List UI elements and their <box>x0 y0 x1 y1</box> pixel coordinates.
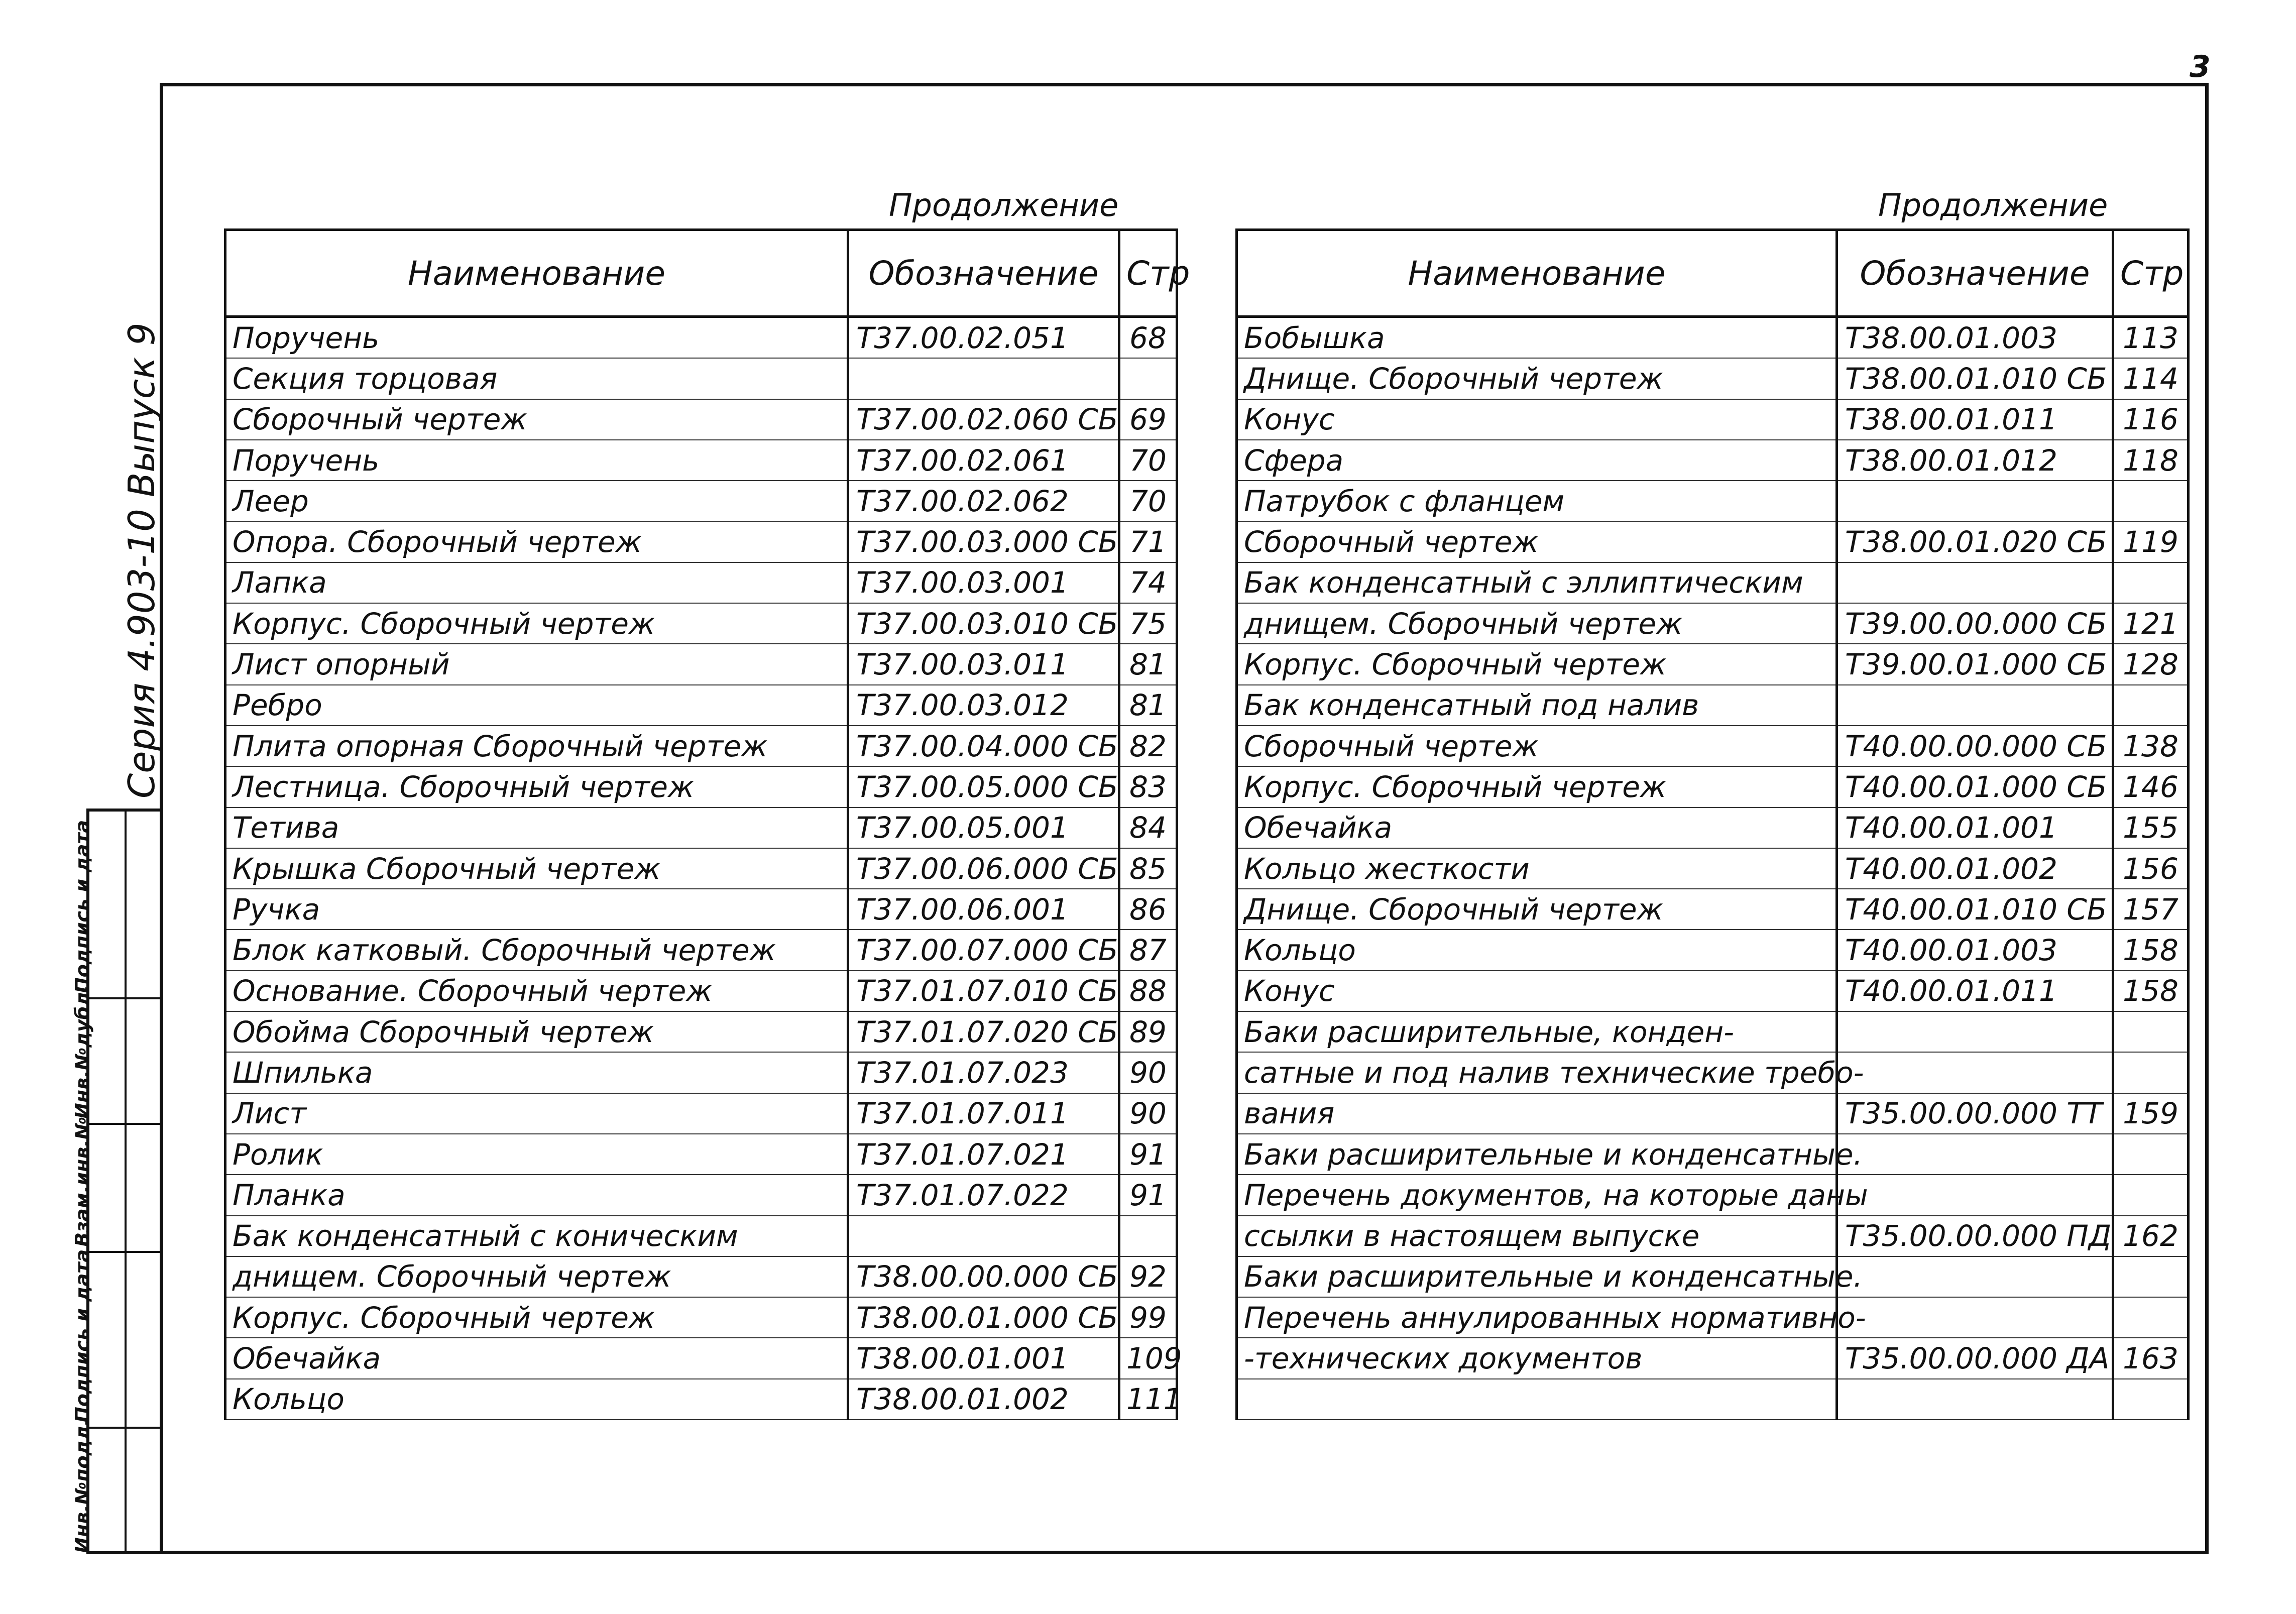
item-designation: Т40.00.01.010 СБ <box>1837 889 2113 930</box>
item-designation <box>1837 481 2113 521</box>
table-row <box>225 317 1177 359</box>
item-page: 163 <box>2113 1338 2189 1378</box>
item-name: Сборочный чертеж <box>225 399 848 440</box>
item-name: Обечайка <box>1237 808 1837 848</box>
series-label: Серия 4.903-10 Выпуск 9 <box>121 322 163 798</box>
item-designation: Т37.00.04.000 СБ <box>848 726 1119 766</box>
item-page <box>2113 1175 2189 1215</box>
item-designation: Т37.00.03.012 <box>848 685 1119 726</box>
item-page: 86 <box>1119 889 1177 930</box>
item-name: сатные и под налив технические требо- <box>1237 1052 1837 1093</box>
item-designation: Т37.00.03.000 СБ <box>848 521 1119 562</box>
header-page: Стр <box>2113 230 2189 317</box>
item-name: Перечень документов, на которые даны <box>1237 1175 1837 1215</box>
table-row <box>225 1338 1177 1378</box>
table-row <box>225 603 1177 644</box>
table-row <box>225 1093 1177 1134</box>
item-name: Шпилька <box>225 1052 848 1093</box>
item-designation <box>848 358 1119 399</box>
item-designation <box>1837 1175 2113 1215</box>
stamp-label: Инв.№дубл. <box>71 985 93 1119</box>
table-row <box>225 481 1177 521</box>
item-name: днищем. Сборочный чертеж <box>1237 603 1837 644</box>
item-designation: Т39.00.01.000 СБ <box>1837 644 2113 684</box>
item-page <box>2113 1134 2189 1175</box>
left-table-body <box>225 317 1182 1420</box>
item-name: -технических документов <box>1237 1338 1837 1378</box>
item-page: 113 <box>2113 317 2189 359</box>
item-designation: Т37.01.07.022 <box>848 1175 1119 1215</box>
header-name: Наименование <box>225 230 848 317</box>
table-row <box>225 562 1177 603</box>
item-designation <box>848 1216 1119 1256</box>
item-page: 85 <box>1119 848 1177 889</box>
table-row <box>1237 1297 2189 1338</box>
item-designation: Т38.00.01.020 СБ <box>1837 521 2113 562</box>
item-designation: Т40.00.01.002 <box>1837 848 2113 889</box>
item-designation: Т40.00.01.003 <box>1837 930 2113 970</box>
item-page: 92 <box>1119 1256 1177 1297</box>
item-designation: Т37.00.06.001 <box>848 889 1119 930</box>
item-page: 91 <box>1119 1134 1177 1175</box>
item-designation: Т40.00.01.000 СБ <box>1837 766 2113 807</box>
item-page: 70 <box>1119 481 1177 521</box>
table-row <box>225 930 1177 970</box>
item-page: 70 <box>1119 440 1177 481</box>
item-page: 159 <box>2113 1093 2189 1134</box>
item-designation: Т37.00.03.001 <box>848 562 1119 603</box>
table-row <box>225 358 1177 399</box>
item-name: Баки расширительные и конденсатные. <box>1237 1134 1837 1175</box>
item-designation: Т38.00.01.000 СБ <box>848 1297 1119 1338</box>
item-name: Ручка <box>225 889 848 930</box>
table-row <box>1237 766 2189 807</box>
table-row <box>225 1011 1177 1052</box>
item-designation: Т37.01.07.020 СБ <box>848 1011 1119 1052</box>
item-designation: Т35.00.00.000 ДА <box>1837 1338 2113 1378</box>
item-designation <box>1837 1297 2113 1338</box>
item-designation: Т37.00.02.051 <box>848 317 1119 359</box>
item-name: Основание. Сборочный чертеж <box>225 971 848 1011</box>
item-name: Днище. Сборочный чертеж <box>1237 358 1837 399</box>
table-row <box>225 440 1177 481</box>
table-row <box>225 685 1177 726</box>
item-page: 74 <box>1119 562 1177 603</box>
item-page: 155 <box>2113 808 2189 848</box>
item-designation <box>1837 1256 2113 1297</box>
item-page: 81 <box>1119 685 1177 726</box>
table-row <box>225 1256 1177 1297</box>
item-page: 90 <box>1119 1093 1177 1134</box>
item-designation: Т37.01.07.021 <box>848 1134 1119 1175</box>
table-row <box>1237 726 2189 766</box>
table-row <box>225 889 1177 930</box>
item-name: Бак конденсатный с коническим <box>225 1216 848 1256</box>
item-page: 116 <box>2113 399 2189 440</box>
item-name: Лестница. Сборочный чертеж <box>225 766 848 807</box>
item-designation <box>1837 1379 2113 1420</box>
item-page: 157 <box>2113 889 2189 930</box>
item-designation: Т38.00.01.012 <box>1837 440 2113 481</box>
item-designation: Т39.00.00.000 СБ <box>1837 603 2113 644</box>
item-name: Секция торцовая <box>225 358 848 399</box>
item-page <box>2113 1297 2189 1338</box>
table-row <box>1237 1134 2189 1175</box>
item-page <box>2113 1011 2189 1052</box>
table-row <box>1237 1175 2189 1215</box>
table-row <box>1237 358 2189 399</box>
item-name: Лапка <box>225 562 848 603</box>
table-row <box>225 1052 1177 1093</box>
table-row <box>1237 481 2189 521</box>
item-designation: Т38.00.00.000 СБ <box>848 1256 1119 1297</box>
item-page <box>2113 685 2189 726</box>
stamp-cell-dup <box>71 985 160 1123</box>
header-name: Наименование <box>1237 230 1837 317</box>
item-name: Корпус. Сборочный чертеж <box>225 1297 848 1338</box>
item-name: Лист опорный <box>225 644 848 684</box>
item-page: 146 <box>2113 766 2189 807</box>
item-page <box>2113 1052 2189 1093</box>
item-page: 91 <box>1119 1175 1177 1215</box>
stamp-cell-signature-2 <box>71 812 160 997</box>
table-row <box>1237 971 2189 1011</box>
item-page: 69 <box>1119 399 1177 440</box>
item-designation: Т37.01.07.010 СБ <box>848 971 1119 1011</box>
table-row <box>225 399 1177 440</box>
item-page: 89 <box>1119 1011 1177 1052</box>
item-page: 156 <box>2113 848 2189 889</box>
table-row <box>1237 1011 2189 1052</box>
stamp-cell-replace <box>71 1116 160 1251</box>
item-page: 83 <box>1119 766 1177 807</box>
item-page: 121 <box>2113 603 2189 644</box>
table-row <box>1237 1379 2189 1420</box>
item-name: Бак конденсатный с эллиптическим <box>1237 562 1837 603</box>
table-row <box>1237 521 2189 562</box>
item-name: Сборочный чертеж <box>1237 726 1837 766</box>
page-number: 3 <box>2190 49 2211 84</box>
item-name: Леер <box>225 481 848 521</box>
item-page: 84 <box>1119 808 1177 848</box>
item-page: 90 <box>1119 1052 1177 1093</box>
item-page <box>1119 1216 1177 1256</box>
table-row <box>225 644 1177 684</box>
table-row <box>1237 808 2189 848</box>
item-page: 81 <box>1119 644 1177 684</box>
table-row <box>1237 562 2189 603</box>
item-designation: Т37.00.05.001 <box>848 808 1119 848</box>
item-designation: Т38.00.01.011 <box>1837 399 2113 440</box>
stamp-label: Подпись и дата <box>71 1249 93 1423</box>
item-designation: Т37.00.05.000 СБ <box>848 766 1119 807</box>
item-designation: Т40.00.01.001 <box>1837 808 2113 848</box>
item-name: Ролик <box>225 1134 848 1175</box>
item-name: Обойма Сборочный чертеж <box>225 1011 848 1052</box>
table-row <box>1237 1052 2189 1093</box>
table-row <box>225 971 1177 1011</box>
item-name: Поручень <box>225 440 848 481</box>
item-designation: Т37.00.02.061 <box>848 440 1119 481</box>
item-page: 87 <box>1119 930 1177 970</box>
stamp-cell-signature <box>71 1249 160 1427</box>
stamp-cell-inv-orig <box>71 1419 160 1557</box>
side-stamp <box>71 809 160 1554</box>
item-page <box>2113 1379 2189 1420</box>
table-row <box>225 726 1177 766</box>
item-designation: Т37.00.03.010 СБ <box>848 603 1119 644</box>
item-name: Опора. Сборочный чертеж <box>225 521 848 562</box>
item-name: Баки расширительные, конден- <box>1237 1011 1837 1052</box>
item-page: 71 <box>1119 521 1177 562</box>
item-name: Перечень аннулированных нормативно- <box>1237 1297 1837 1338</box>
item-name: Бак конденсатный под налив <box>1237 685 1837 726</box>
item-page: 88 <box>1119 971 1177 1011</box>
item-name: Корпус. Сборочный чертеж <box>225 603 848 644</box>
table-row <box>1237 317 2189 359</box>
item-name: Ребро <box>225 685 848 726</box>
item-name: Кольцо <box>1237 930 1837 970</box>
item-designation: Т38.00.01.003 <box>1837 317 2113 359</box>
item-name: Днище. Сборочный чертеж <box>1237 889 1837 930</box>
table-row <box>225 766 1177 807</box>
item-page <box>2113 481 2189 521</box>
right-table-body <box>1237 317 2189 1420</box>
table-row <box>1237 603 2189 644</box>
header-designation: Обозначение <box>848 230 1119 317</box>
left-continuation: Продолжение <box>889 187 1119 223</box>
item-designation <box>1837 1011 2113 1052</box>
item-page: 82 <box>1119 726 1177 766</box>
item-designation: Т37.01.07.011 <box>848 1093 1119 1134</box>
table-row <box>1237 685 2189 726</box>
table-row <box>225 1175 1177 1215</box>
item-name: Плита опорная Сборочный чертеж <box>225 726 848 766</box>
item-designation: Т37.01.07.023 <box>848 1052 1119 1093</box>
table-row <box>225 848 1177 889</box>
item-page: 109 <box>1119 1338 1177 1378</box>
right-spec-table <box>1235 228 2190 1420</box>
item-name: Патрубок с фланцем <box>1237 481 1837 521</box>
item-designation: Т40.00.01.011 <box>1837 971 2113 1011</box>
item-name: Кольцо жесткости <box>1237 848 1837 889</box>
table-row <box>225 521 1177 562</box>
table-row <box>225 808 1177 848</box>
table-row <box>1237 644 2189 684</box>
item-designation: Т37.00.03.011 <box>848 644 1119 684</box>
table-row <box>1237 399 2189 440</box>
right-continuation: Продолжение <box>1878 187 2108 223</box>
item-page: 119 <box>2113 521 2189 562</box>
table-row <box>1237 440 2189 481</box>
item-name: Крышка Сборочный чертеж <box>225 848 848 889</box>
item-designation <box>1837 1134 2113 1175</box>
item-name: Конус <box>1237 399 1837 440</box>
item-name: Баки расширительные и конденсатные. <box>1237 1256 1837 1297</box>
header-designation: Обозначение <box>1837 230 2113 317</box>
item-name: Корпус. Сборочный чертеж <box>1237 766 1837 807</box>
item-name: Поручень <box>225 317 848 359</box>
item-page: 75 <box>1119 603 1177 644</box>
table-row <box>225 1134 1177 1175</box>
item-name: Сборочный чертеж <box>1237 521 1837 562</box>
item-name: Бобышка <box>1237 317 1837 359</box>
item-name: Корпус. Сборочный чертеж <box>1237 644 1837 684</box>
item-designation: Т38.00.01.002 <box>848 1379 1119 1420</box>
stamp-label: Взам.инв.№ <box>71 1116 93 1247</box>
item-name: Обечайка <box>225 1338 848 1378</box>
item-designation: Т38.00.01.001 <box>848 1338 1119 1378</box>
item-page: 138 <box>2113 726 2189 766</box>
table-row <box>225 1297 1177 1338</box>
item-designation: Т35.00.00.000 ТТ <box>1837 1093 2113 1134</box>
item-page: 111 <box>1119 1379 1177 1420</box>
table-row <box>1237 889 2189 930</box>
item-name: днищем. Сборочный чертеж <box>225 1256 848 1297</box>
left-spec-table <box>224 228 1190 1420</box>
item-designation: Т37.00.07.000 СБ <box>848 930 1119 970</box>
item-name: ссылки в настоящем выпуске <box>1237 1216 1837 1256</box>
item-name: Планка <box>225 1175 848 1215</box>
stamp-label: Подпись и дата <box>71 820 93 993</box>
item-designation <box>1837 1052 2113 1093</box>
table-row <box>225 1216 1177 1256</box>
item-designation <box>1837 685 2113 726</box>
item-name: Сфера <box>1237 440 1837 481</box>
item-page: 99 <box>1119 1297 1177 1338</box>
header-page: Стр <box>1119 230 1177 317</box>
item-page: 128 <box>2113 644 2189 684</box>
item-name: Кольцо <box>225 1379 848 1420</box>
item-designation: Т37.00.06.000 СБ <box>848 848 1119 889</box>
item-name: Блок катковый. Сборочный чертеж <box>225 930 848 970</box>
stamp-label: Инв.№подл. <box>71 1419 93 1553</box>
item-name: Лист <box>225 1093 848 1134</box>
item-page: 68 <box>1119 317 1177 359</box>
table-row <box>1237 1093 2189 1134</box>
table-row <box>1237 1338 2189 1378</box>
table-row <box>1237 848 2189 889</box>
item-designation: Т40.00.00.000 СБ <box>1837 726 2113 766</box>
table-row <box>1237 1256 2189 1297</box>
item-page <box>2113 562 2189 603</box>
item-page <box>2113 1256 2189 1297</box>
item-name: вания <box>1237 1093 1837 1134</box>
table-row <box>225 1379 1177 1420</box>
item-designation: Т37.00.02.060 СБ <box>848 399 1119 440</box>
item-page: 162 <box>2113 1216 2189 1256</box>
item-name: Конус <box>1237 971 1837 1011</box>
item-designation: Т37.00.02.062 <box>848 481 1119 521</box>
item-name <box>1237 1379 1837 1420</box>
item-designation: Т38.00.01.010 СБ <box>1837 358 2113 399</box>
item-page: 158 <box>2113 930 2189 970</box>
item-name: Тетива <box>225 808 848 848</box>
item-page: 158 <box>2113 971 2189 1011</box>
item-designation <box>1837 562 2113 603</box>
table-row <box>1237 1216 2189 1256</box>
item-page: 118 <box>2113 440 2189 481</box>
item-designation: Т35.00.00.000 ПД <box>1837 1216 2113 1256</box>
table-row <box>1237 930 2189 970</box>
item-page <box>1119 358 1177 399</box>
item-page: 114 <box>2113 358 2189 399</box>
